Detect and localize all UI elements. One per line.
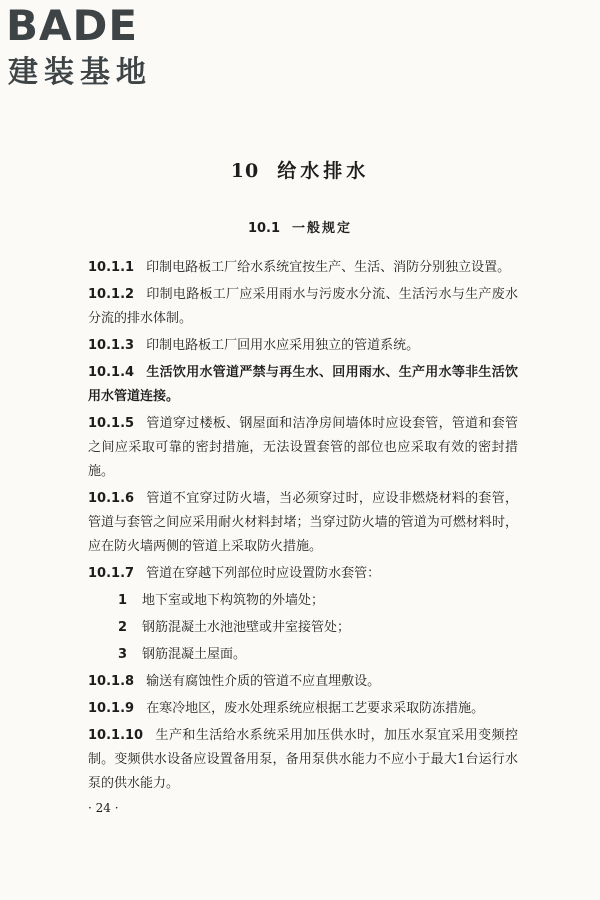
clause-10-1-8 [88, 670, 518, 694]
item-number: 2 [118, 620, 128, 635]
item-text: 钢筋混凝土屋面。 [142, 647, 247, 662]
logo-subtitle-text: 建装基地 [8, 55, 152, 90]
clause-10-1-6 [88, 487, 518, 559]
clause-10-1-4 [88, 361, 518, 409]
clause-10-1-5 [88, 412, 518, 484]
item-number: 1 [118, 593, 128, 608]
clause-number: 10.1.9 [88, 701, 135, 716]
clause-text: 生产和生活给水系统采用加压供水时，加压水泵宜采用变频控制。变频供水设备应设置备用泵，备用泵供水能力不应小于最大1台运行水泵的供水能力。 [88, 728, 518, 791]
clause-10-1-2 [88, 283, 518, 331]
clause-10-1-10 [88, 724, 518, 796]
item-number: 3 [118, 647, 128, 662]
chapter-title-text: 给水排水 [277, 160, 370, 182]
item-text: 地下室或地下构筑物的外墙处； [142, 593, 325, 608]
chapter-title [0, 158, 600, 184]
logo-brand-text: BADE [6, 1, 139, 50]
brand-logo [6, 1, 176, 94]
item-text: 钢筋混凝土水池池壁或井室接管处； [142, 620, 351, 635]
clause-text: 生活饮用水管道严禁与再生水、回用雨水、生产用水等非生活饮用水管道连接。 [88, 365, 518, 404]
clause-number: 10.1.1 [88, 260, 135, 275]
clause-10-1-7-item-1 [88, 589, 518, 613]
clause-number: 10.1.5 [88, 416, 135, 431]
clause-number: 10.1.10 [88, 728, 144, 743]
clause-number: 10.1.4 [88, 365, 135, 380]
clause-text: 印制电路板工厂回用水应采用独立的管道系统。 [146, 338, 420, 353]
document-body [88, 256, 518, 799]
clause-text: 印制电路板工厂应采用雨水与污废水分流、生活污水与生产废水分流的排水体制。 [88, 287, 518, 326]
clause-number: 10.1.7 [88, 566, 135, 581]
clause-text: 在寒冷地区，废水处理系统应根据工艺要求采取防冻措施。 [146, 701, 485, 716]
clause-10-1-9 [88, 697, 518, 721]
clause-10-1-1 [88, 256, 518, 280]
clause-number: 10.1.3 [88, 338, 135, 353]
clause-number: 10.1.8 [88, 674, 135, 689]
clause-10-1-7-item-2 [88, 616, 518, 640]
clause-number: 10.1.6 [88, 491, 135, 506]
clause-10-1-7-item-3 [88, 643, 518, 667]
clause-text: 管道不宜穿过防火墙，当必须穿过时，应设非燃烧材料的套管，管道与套管之间应采用耐火材料封堵；当穿过防火墙的管道为可燃材料时，应在防火墙两侧的管道上采取防火措施。 [88, 491, 518, 554]
clause-number: 10.1.2 [88, 287, 135, 302]
clause-text: 输送有腐蚀性介质的管道不应直埋敷设。 [146, 674, 381, 689]
page-number: · 24 · [88, 801, 119, 815]
chapter-number: 10 [230, 160, 260, 182]
clause-text: 管道在穿越下列部位时应设置防水套管： [146, 566, 381, 581]
section-number: 10.1 [247, 221, 281, 236]
section-title [0, 220, 600, 238]
clause-text: 管道穿过楼板、钢屋面和洁净房间墙体时应设套管，管道和套管之间应采取可靠的密封措施，无法设置套管的部位也应采取有效的密封措施。 [88, 416, 518, 479]
clause-10-1-7 [88, 562, 518, 586]
clause-10-1-3 [88, 334, 518, 358]
section-title-text: 一般规定 [292, 221, 353, 236]
clause-text: 印制电路板工厂给水系统宜按生产、生活、消防分别独立设置。 [146, 260, 511, 275]
